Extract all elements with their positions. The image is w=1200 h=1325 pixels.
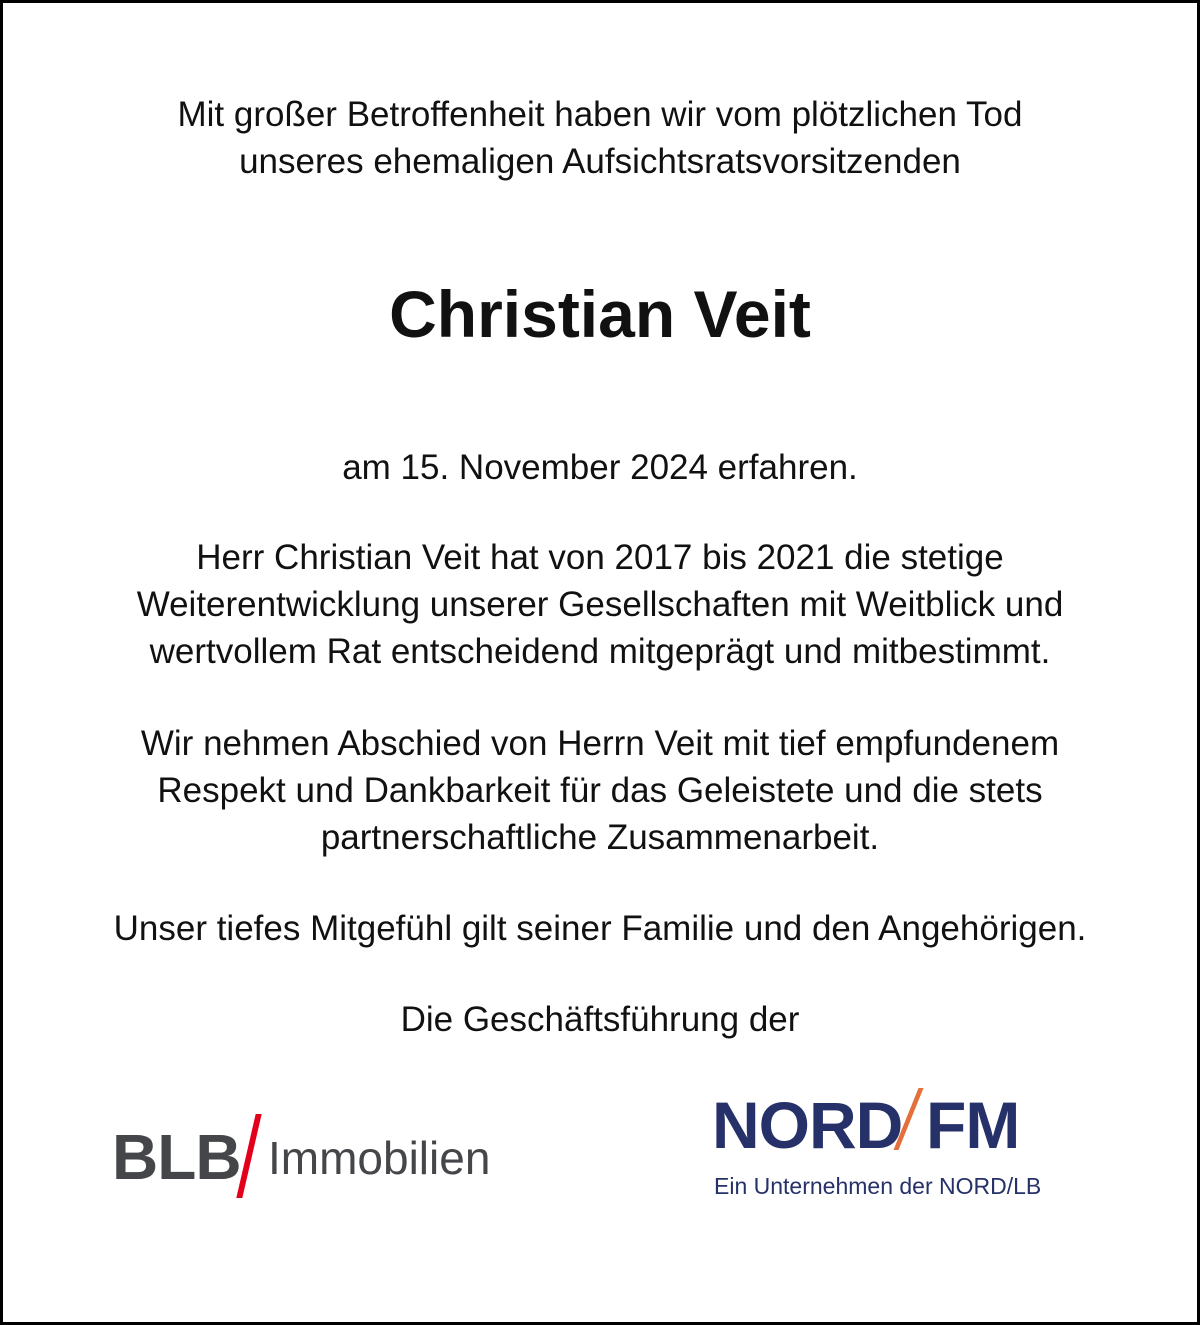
blb-immobilien-logo: [112, 1110, 512, 1200]
paragraph-line: Wir nehmen Abschied von Herrn Veit mit tief empfundenem: [140, 724, 1060, 763]
nord-logo-subline: Ein Unternehmen der NORD/LB: [714, 1173, 1042, 1199]
intro-line: unseres ehemaligen Aufsichtsratsvorsitzenden: [239, 142, 961, 181]
intro-text: [0, 91, 1200, 185]
date-text: [0, 444, 1200, 491]
signature-text: [0, 996, 1200, 1043]
intro-line: Mit großer Betroffenheit haben wir vom plötzlichen Tod: [177, 95, 1023, 134]
nord-logo-brand-right: FM: [926, 1088, 1020, 1162]
date-line: am 15. November 2024 erfahren.: [342, 448, 858, 487]
nord-fm-logo: [712, 1082, 1112, 1202]
farewell-paragraph: [0, 720, 1200, 861]
condolence-paragraph: [0, 905, 1200, 952]
paragraph-line: Unser tiefes Mitgefühl gilt seiner Familie und den Angehörigen.: [113, 909, 1087, 948]
nord-logo-brand-left: NORD: [712, 1088, 903, 1162]
signature-line: Die Geschäftsführung der: [400, 1000, 800, 1039]
tribute-paragraph: [0, 534, 1200, 675]
paragraph-line: Respekt und Dankbarkeit für das Geleistete und die stets: [157, 771, 1043, 810]
deceased-name: Christian Veit: [389, 277, 811, 351]
paragraph-line: Herr Christian Veit hat von 2017 bis 2021 die stetige: [196, 538, 1004, 577]
blb-logo-brand: BLB: [112, 1121, 241, 1193]
paragraph-line: partnerschaftliche Zusammenarbeit.: [320, 818, 880, 857]
paragraph-line: wertvollem Rat entscheidend mitgeprägt und mitbestimmt.: [149, 632, 1051, 671]
blb-logo-suffix: Immobilien: [268, 1132, 491, 1184]
paragraph-line: Weiterentwicklung unserer Gesellschaften mit Weitblick und: [136, 585, 1064, 624]
